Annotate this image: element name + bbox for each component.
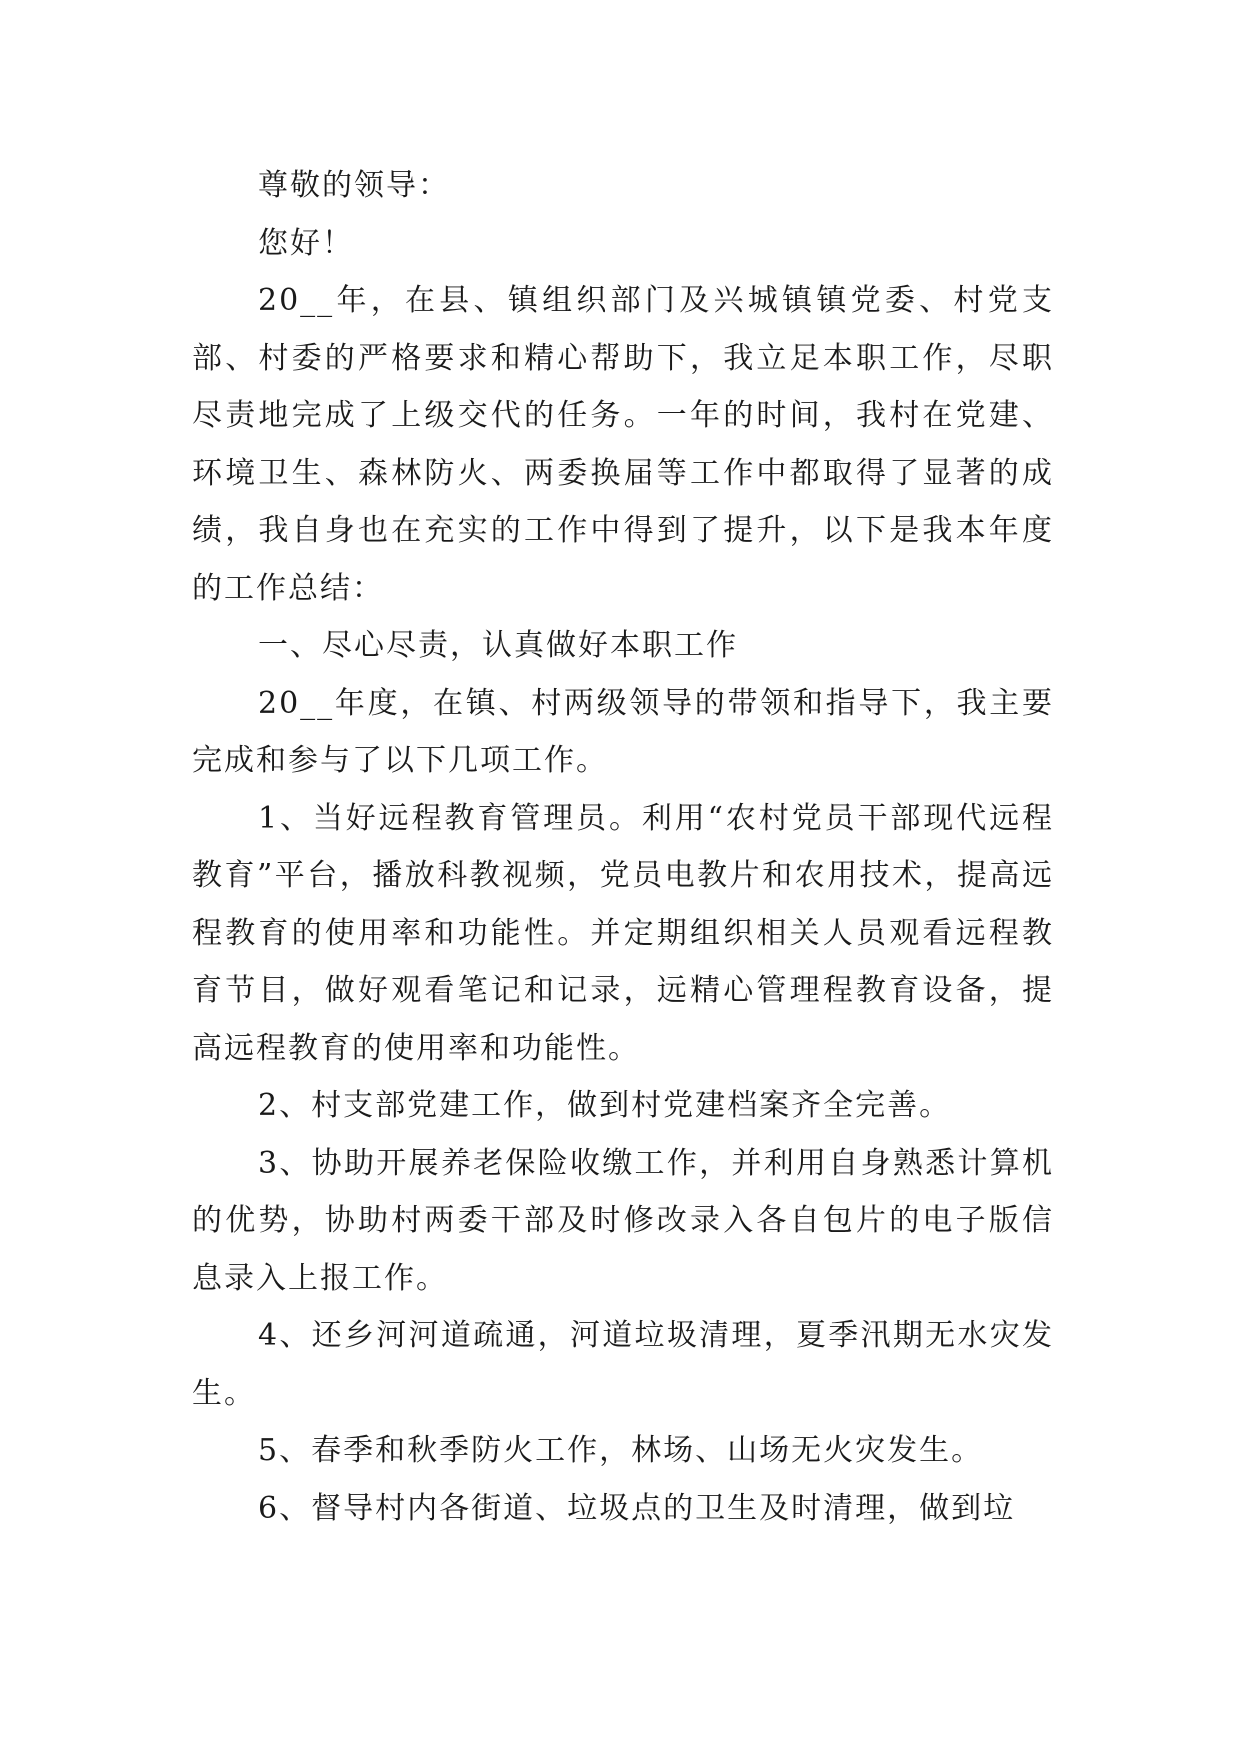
list-item: 6、督导村内各街道、垃圾点的卫生及时清理，做到垃 xyxy=(258,1490,1016,1526)
list-item: 4、还乡河河道疏通，河道垃圾清理，夏季汛期无水灾发生。 xyxy=(192,1318,1054,1411)
document-body xyxy=(192,157,1054,1537)
paragraph-overview: 20__年度，在镇、村两级领导的带领和指导下，我主要完成和参与了以下几项工作。 xyxy=(192,685,1054,778)
salutation: 尊敬的领导： xyxy=(258,168,450,203)
list-item: 3、协助开展养老保险收缴工作，并利用自身熟悉计算机的优势，协助村两委干部及时修改录入各自包片的电子版信息录入上报工作。 xyxy=(192,1145,1054,1296)
list-item: 1、当好远程教育管理员。利用“农村党员干部现代远程教育”平台，播放科教视频，党员电教片和农用技术，提高远程教育的使用率和功能性。并定期组织相关人员观看远程教育节目，做好观看笔记和记录，远精心管理程教育设备，提高远程教育的使用率和功能性。 xyxy=(192,800,1054,1066)
list-item: 5、春季和秋季防火工作，林场、山场无火灾发生。 xyxy=(258,1433,984,1468)
list-item: 2、村支部党建工作，做到村党建档案齐全完善。 xyxy=(258,1088,952,1123)
section-heading: 一、尽心尽责，认真做好本职工作 xyxy=(258,628,738,663)
paragraph-intro: 20__年，在县、镇组织部门及兴城镇镇党委、村党支部、村委的严格要求和精心帮助下，我立足本职工作，尽职尽责地完成了上级交代的任务。一年的时间，我村在党建、环境卫生、森林防火、两委换届等工作中都取得了显著的成绩，我自身也在充实的工作中得到了提升，以下是我本年度的工作总结： xyxy=(192,283,1054,606)
greeting: 您好！ xyxy=(258,225,354,261)
